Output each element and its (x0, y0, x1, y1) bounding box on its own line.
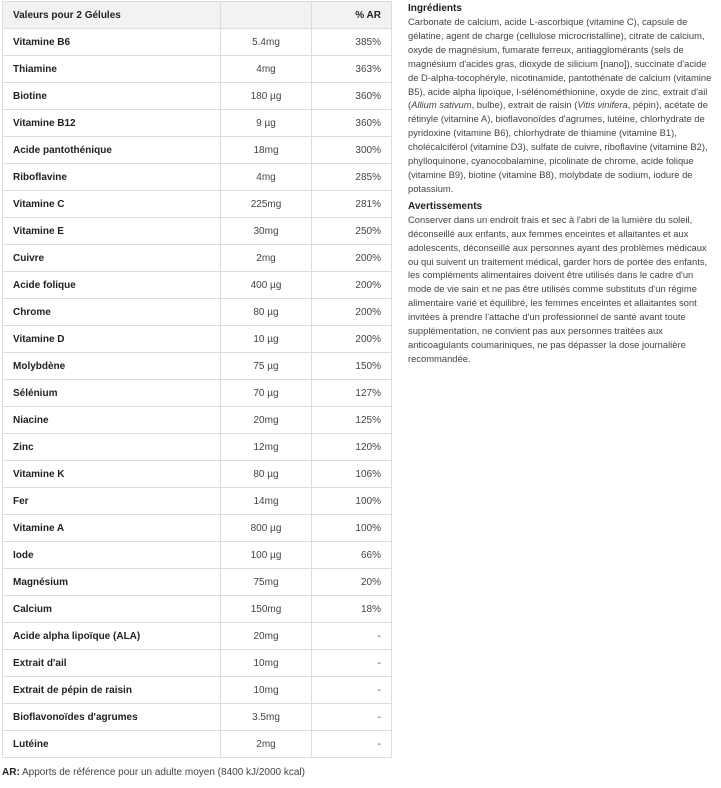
nutrient-amount: 4mg (221, 56, 312, 83)
nutrient-amount: 225mg (221, 191, 312, 218)
nutrient-amount: 150mg (221, 596, 312, 623)
nutrient-amount: 18mg (221, 137, 312, 164)
nutrient-amount: 400 µg (221, 272, 312, 299)
nutrient-amount: 75mg (221, 569, 312, 596)
warnings-title: Avertissements (408, 200, 483, 212)
table-row (3, 623, 392, 650)
nutrient-amount: 70 µg (221, 380, 312, 407)
nutrient-ar-percent: 127% (312, 380, 392, 407)
nutrient-ar-percent: 200% (312, 326, 392, 353)
footnote-label: AR: (2, 767, 20, 778)
ar-footnote (2, 767, 305, 778)
nutrient-amount: 5.4mg (221, 29, 312, 56)
nutrient-name: Extrait d'ail (3, 650, 221, 677)
table-row (3, 731, 392, 758)
nutrient-ar-percent: 385% (312, 29, 392, 56)
nutrient-ar-percent: 360% (312, 110, 392, 137)
nutrient-amount: 80 µg (221, 461, 312, 488)
table-row (3, 542, 392, 569)
nutrient-ar-percent: 200% (312, 272, 392, 299)
nutrient-name: Vitamine B12 (3, 110, 221, 137)
nutrient-name: Riboflavine (3, 164, 221, 191)
nutrient-name: Chrome (3, 299, 221, 326)
nutrient-amount: 80 µg (221, 299, 312, 326)
nutrient-amount: 20mg (221, 623, 312, 650)
table-header-row (3, 2, 392, 29)
nutrient-name: Sélénium (3, 380, 221, 407)
nutrient-amount: 2mg (221, 245, 312, 272)
table-row (3, 380, 392, 407)
table-row (3, 56, 392, 83)
header-nutrient: Valeurs pour 2 Gélules (3, 2, 221, 29)
nutrient-amount: 14mg (221, 488, 312, 515)
nutrient-name: Niacine (3, 407, 221, 434)
nutrient-ar-percent: 125% (312, 407, 392, 434)
warnings-text: Conserver dans un endroit frais et sec à l'abri de la lumière du soleil, déconseillé aux enfants, aux femmes enceintes et allaitantes et aux adolescents, déconseillé aux personnes ayant des problèmes médicaux ou qui suivent un traitement médical, garder hors de portée des enfants, les compléments alimentaires doivent être utilisés dans le cadre d'un mode de vie sain et ne pas être utilisés comme substituts d'un régime alimentaire varié et équilibré, les femmes enceintes et allaitantes sont invitées à prendre l'attache d'un professionnel de santé avant toute supplémentation, ne convient pas aux personnes traitées aux anticoagulants coumariniques, ne pas dépasser la dose journalière recommandée. (408, 213, 708, 364)
nutrient-ar-percent: 285% (312, 164, 392, 191)
nutrient-name: Lutéine (3, 731, 221, 758)
nutrient-ar-percent: 360% (312, 83, 392, 110)
nutrient-ar-percent: - (312, 650, 392, 677)
nutrient-name: Vitamine E (3, 218, 221, 245)
nutrient-name: Acide pantothénique (3, 137, 221, 164)
table-row (3, 164, 392, 191)
table-row (3, 245, 392, 272)
table-row (3, 299, 392, 326)
nutrient-ar-percent: 100% (312, 515, 392, 542)
ingredients-italic-vitis: Vitis vinifera (577, 99, 628, 111)
nutrient-ar-percent: 106% (312, 461, 392, 488)
ingredients-text-part3: , pépin), acétate de rétinyle (vitamine A), bioflavonoïdes d'agrumes, lutéine, chlorhydrate de pyridoxine (vitamine B6), chlorhydrate de thiamine (vitamine B1), cholécalciférol (vitamine D3), sulfate de cuivre, riboflavine (vitamine B2), phylloquinone, cyanocobalamine, picolinate de chrome, acide folique (vitamine B9), biotine (vitamine B8), molybdate de sodium, iodure de potassium. (408, 99, 708, 194)
nutrient-ar-percent: 200% (312, 245, 392, 272)
nutrient-ar-percent: 120% (312, 434, 392, 461)
nutrient-amount: 2mg (221, 731, 312, 758)
nutrient-name: Bioflavonoïdes d'agrumes (3, 704, 221, 731)
ingredients-italic-allium: Allium sativum (411, 99, 472, 111)
nutrient-ar-percent: 100% (312, 488, 392, 515)
table-row (3, 488, 392, 515)
table-row (3, 515, 392, 542)
table-row (3, 461, 392, 488)
nutrient-amount: 12mg (221, 434, 312, 461)
nutrient-amount: 100 µg (221, 542, 312, 569)
nutrient-ar-percent: 200% (312, 299, 392, 326)
nutrient-ar-percent: 150% (312, 353, 392, 380)
nutrient-amount: 3.5mg (221, 704, 312, 731)
nutrient-name: Calcium (3, 596, 221, 623)
table-row (3, 191, 392, 218)
nutrient-ar-percent: 363% (312, 56, 392, 83)
nutrient-amount: 9 µg (221, 110, 312, 137)
table-row (3, 110, 392, 137)
table-row (3, 569, 392, 596)
nutrient-name: Acide folique (3, 272, 221, 299)
ingredients-title: Ingrédients (408, 3, 462, 14)
nutrient-amount: 30mg (221, 218, 312, 245)
nutrient-name: Acide alpha lipoïque (ALA) (3, 623, 221, 650)
nutrient-name: Cuivre (3, 245, 221, 272)
nutrient-name: Molybdène (3, 353, 221, 380)
nutrient-ar-percent: 66% (312, 542, 392, 569)
nutrient-amount: 20mg (221, 407, 312, 434)
nutrient-name: Fer (3, 488, 221, 515)
nutrient-ar-percent: 20% (312, 569, 392, 596)
nutrient-amount: 800 µg (221, 515, 312, 542)
table-row (3, 650, 392, 677)
nutrient-name: Vitamine C (3, 191, 221, 218)
side-panel (408, 2, 719, 370)
nutrient-amount: 4mg (221, 164, 312, 191)
nutrient-amount: 10 µg (221, 326, 312, 353)
table-row (3, 704, 392, 731)
ingredients-text-part2: , bulbe), extrait de raisin ( (471, 99, 578, 111)
nutrient-ar-percent: 300% (312, 137, 392, 164)
nutrient-name: Thiamine (3, 56, 221, 83)
nutrient-amount: 10mg (221, 677, 312, 704)
table-row (3, 83, 392, 110)
table-row (3, 353, 392, 380)
nutrient-ar-percent: - (312, 623, 392, 650)
table-row (3, 137, 392, 164)
ingredients-text (408, 15, 719, 196)
table-row (3, 272, 392, 299)
nutrient-amount: 180 µg (221, 83, 312, 110)
table-row (3, 407, 392, 434)
nutrient-ar-percent: 281% (312, 191, 392, 218)
table-row (3, 596, 392, 623)
table-row (3, 434, 392, 461)
table-row (3, 218, 392, 245)
nutrient-name: Vitamine A (3, 515, 221, 542)
nutrient-name: Iode (3, 542, 221, 569)
ingredients-text-part1: Carbonate de calcium, acide L-ascorbique (vitamine C), capsule de gélatine, agent de charge (cellulose microcristalline), citrate de calcium, oxyde de magnésium, fumarate ferreux, antiagglomérants (sels de magnésium d'acides gras, dioxyde de silicium [nano]), succinate d'acide de D-alpha-tocophéryle, nicotinamide, pantothénate de calcium (vitamine B5), acide alpha lipoïque, l-sélénométhionine, oxyde de zinc, extrait d'ail ( (408, 16, 712, 111)
table-row (3, 29, 392, 56)
nutrient-name: Biotine (3, 83, 221, 110)
header-ar: % AR (312, 2, 392, 29)
nutrient-name: Vitamine D (3, 326, 221, 353)
nutrient-name: Vitamine B6 (3, 29, 221, 56)
nutrition-table (2, 1, 392, 758)
footnote-text: Apports de référence pour un adulte moyen (8400 kJ/2000 kcal) (19, 767, 305, 778)
nutrient-name: Vitamine K (3, 461, 221, 488)
nutrient-amount: 10mg (221, 650, 312, 677)
nutrient-ar-percent: - (312, 731, 392, 758)
nutrient-name: Zinc (3, 434, 221, 461)
header-amount (221, 2, 312, 29)
nutrient-ar-percent: - (312, 704, 392, 731)
nutrient-ar-percent: 18% (312, 596, 392, 623)
nutrient-name: Magnésium (3, 569, 221, 596)
nutrient-ar-percent: - (312, 677, 392, 704)
table-row (3, 326, 392, 353)
nutrient-amount: 75 µg (221, 353, 312, 380)
nutrient-ar-percent: 250% (312, 218, 392, 245)
nutrient-name: Extrait de pépin de raisin (3, 677, 221, 704)
table-row (3, 677, 392, 704)
